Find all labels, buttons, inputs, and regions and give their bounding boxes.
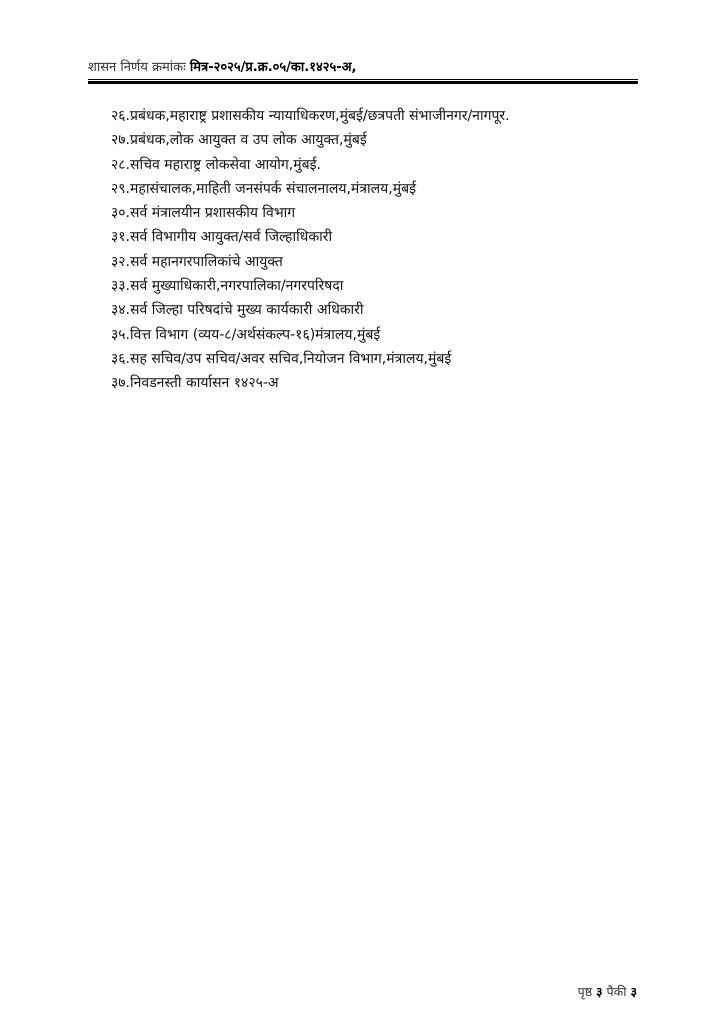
list-item: २९.महासंचालक,माहिती जनसंपर्क संचालनालय,मंत्रालय,मुंबई [111, 180, 416, 197]
list-item: ३६.सह सचिव/उप सचिव/अवर सचिव,नियोजन विभाग,मंत्रालय,मुंबई [111, 350, 452, 367]
list-item: ३५.वित्त विभाग (व्यय-८/अर्थसंकल्प-१६)मंत्रालय,मुंबई [111, 326, 381, 343]
list-item: २७.प्रबंधक,लोक आयुक्त व उप लोक आयुक्त,मुंबई [111, 132, 367, 149]
page-footer [540, 983, 637, 1003]
total-pages-number: ३ [630, 984, 637, 999]
list-item: २६.प्रबंधक,महाराष्ट्र प्रशासकीय न्यायाधिकरण,मुंबई/छत्रपती संभाजीनगर/नागपूर. [111, 108, 510, 124]
header-rule-thin [88, 79, 638, 80]
list-item: ३२.सर्व महानगरपालिकांचे आयुक्त [111, 253, 283, 270]
gr-number: मित्र-२०२५/प्र.क्र.०५/का.१४२५-अ, [189, 60, 357, 75]
gr-number-label: शासन निर्णय क्रमांकः [88, 60, 186, 75]
page-number-prefix: पृष्ठ [577, 984, 593, 999]
current-page-number: ३ [596, 984, 603, 999]
list-item: २८.सचिव महाराष्ट्र लोकसेवा आयोग,मुंबई. [111, 156, 321, 173]
list-item: ३४.सर्व जिल्हा परिषदांचे मुख्य कार्यकारी अधिकारी [111, 302, 364, 319]
page-number-separator: पैकी [606, 984, 627, 999]
page-header [88, 59, 636, 81]
list-item: ३३.सर्व मुख्याधिकारी,नगरपालिका/नगरपरिषदा [111, 278, 344, 295]
list-item: ३०.सर्व मंत्रालयीन प्रशासकीय विभाग [111, 205, 296, 222]
header-rule-thick [88, 81, 638, 84]
list-item: ३७.निवडनस्ती कार्यासन १४२५-अ [111, 375, 279, 392]
list-item: ३१.सर्व विभागीय आयुक्त/सर्व जिल्हाधिकारी [111, 229, 333, 246]
distribution-list [111, 104, 611, 396]
